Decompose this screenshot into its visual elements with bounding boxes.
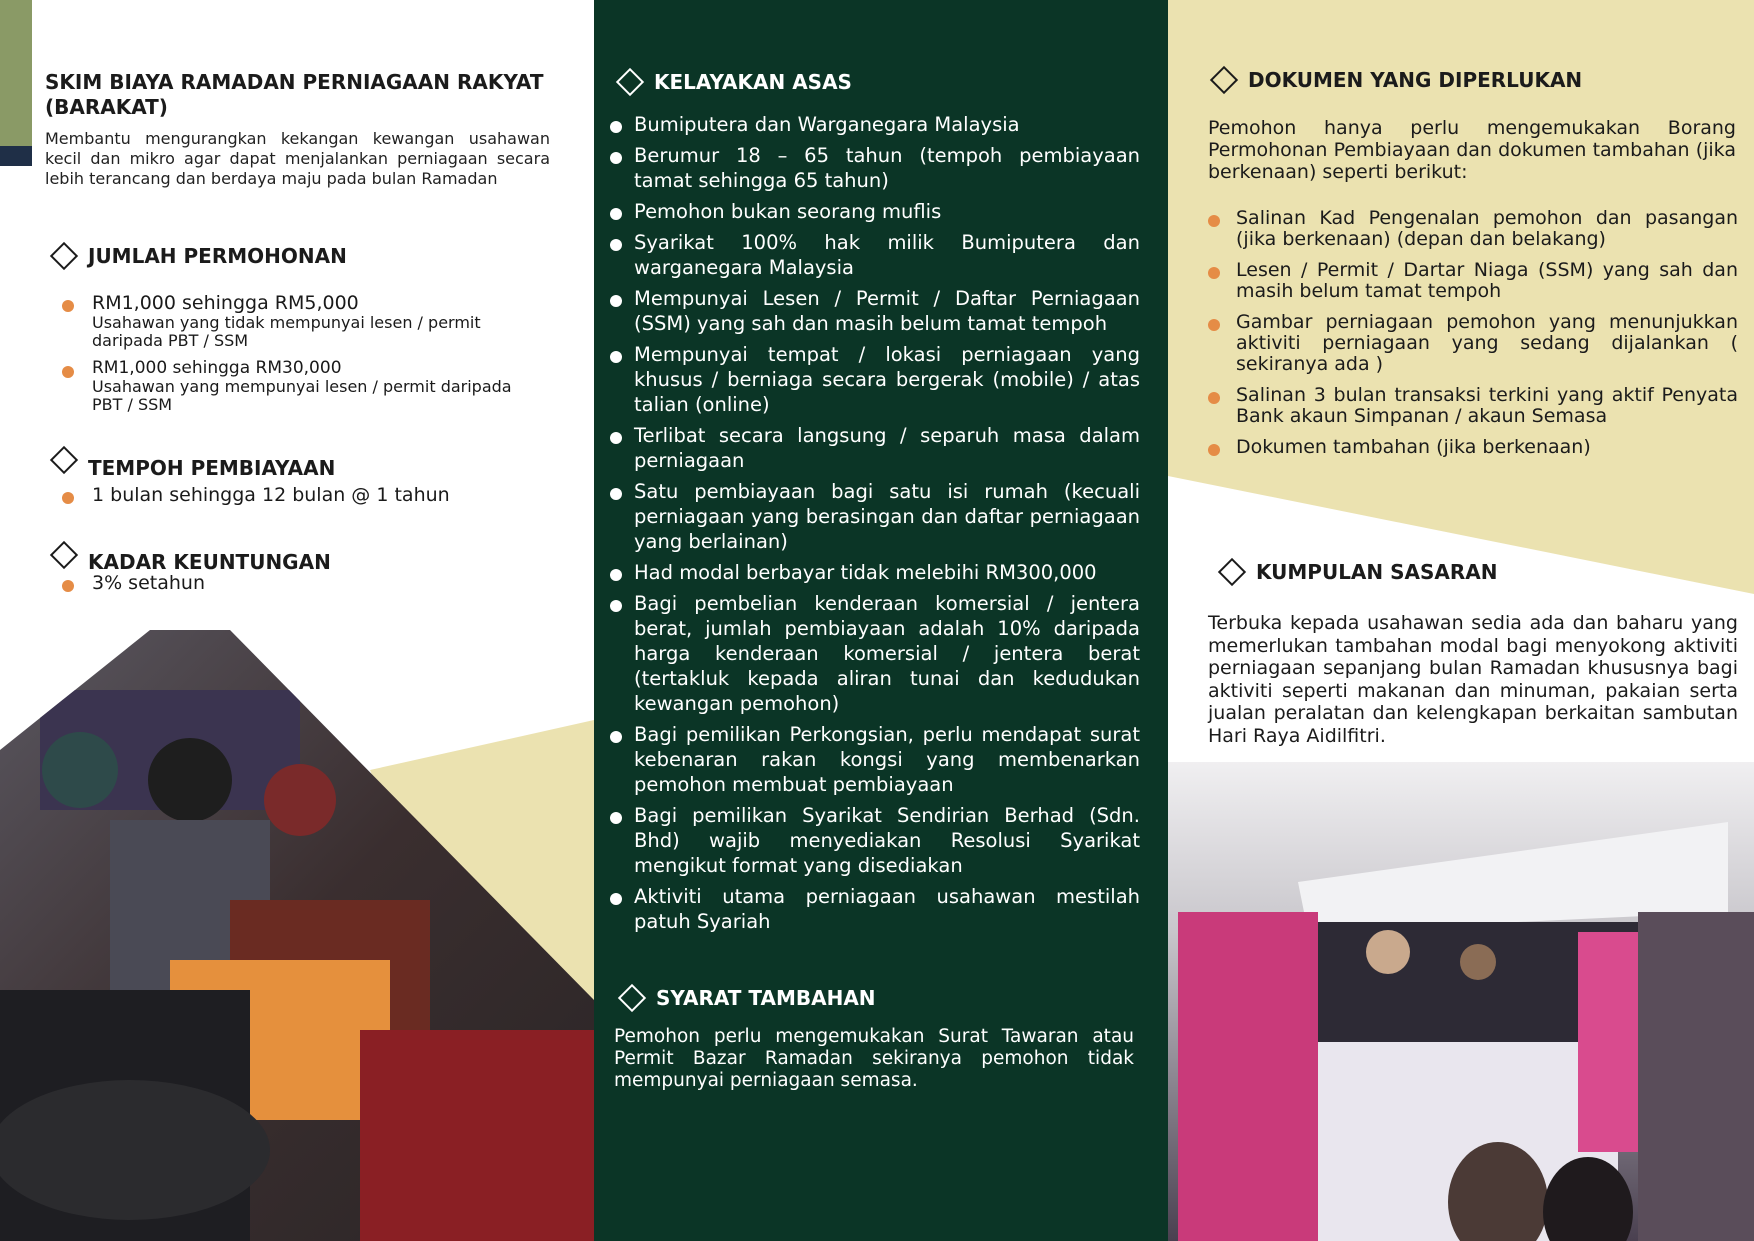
list-item: Bumiputera dan Warganegara Malaysia <box>610 112 1140 137</box>
diamond-icon <box>1218 558 1246 586</box>
dokumen-heading <box>1208 68 1582 92</box>
food-truck-photo <box>1168 762 1754 1241</box>
kumpulan-heading-label: KUMPULAN SASARAN <box>1256 560 1498 584</box>
list-item: Dokumen tambahan (jika berkenaan) <box>1208 437 1738 458</box>
list-item: Gambar perniagaan pemohon yang menunjukkan aktiviti perniagaan yang sedang dijalankan ( sekiranya ada ) <box>1208 312 1738 375</box>
syarat-heading <box>616 986 876 1010</box>
kadar-heading-label: KADAR KEUNTUNGAN <box>88 550 331 574</box>
list-item: Mempunyai Lesen / Permit / Daftar Perniagaan (SSM) yang sah dan masih belum tamat tempoh <box>610 286 1140 336</box>
list-item: Had modal berbayar tidak melebihi RM300,000 <box>610 560 1140 585</box>
olive-accent-strip <box>0 0 32 146</box>
diamond-icon <box>50 446 78 474</box>
tempoh-heading-label: TEMPOH PEMBIAYAAN <box>88 456 336 480</box>
list-item: Bagi pemilikan Perkongsian, perlu mendapat surat kebenaran rakan kongsi yang membenarkan pemohon membuat pembiayaan <box>610 722 1140 797</box>
diamond-icon <box>1210 66 1238 94</box>
amount-range: RM1,000 sehingga RM30,000 <box>92 358 342 378</box>
list-item: Lesen / Permit / Dartar Niaga (SSM) yang sah dan masih belum tamat tempoh <box>1208 260 1738 302</box>
list-item: Salinan 3 bulan transaksi terkini yang aktif Penyata Bank akaun Simpanan / akaun Semasa <box>1208 385 1738 427</box>
right-panel <box>1168 0 1754 1241</box>
kumpulan-heading <box>1216 560 1498 584</box>
dokumen-intro: Pemohon hanya perlu mengemukakan Borang Permohonan Pembiayaan dan dokumen tambahan (jika berkenaan) seperti berikut: <box>1208 117 1736 183</box>
tempoh-heading <box>48 440 335 480</box>
list-item: 3% setahun <box>60 572 540 594</box>
diamond-icon <box>50 541 78 569</box>
list-item <box>60 358 540 414</box>
list-item: Terlibat secara langsung / separuh masa dalam perniagaan <box>610 423 1140 473</box>
list-item <box>60 292 540 350</box>
amount-note: Usahawan yang mempunyai lesen / permit daripada PBT / SSM <box>92 377 512 414</box>
jumlah-heading-label: JUMLAH PERMOHONAN <box>88 244 347 268</box>
list-item: 1 bulan sehingga 12 bulan @ 1 tahun <box>60 484 540 506</box>
kelayakan-heading <box>614 70 852 94</box>
jumlah-list <box>60 292 540 414</box>
kadar-list <box>60 572 540 594</box>
dokumen-heading-label: DOKUMEN YANG DIPERLUKAN <box>1248 68 1583 92</box>
kelayakan-heading-label: KELAYAKAN ASAS <box>654 70 852 94</box>
list-item: Bagi pemilikan Syarikat Sendirian Berhad (Sdn. Bhd) wajib menyediakan Resolusi Syarikat mengikut format yang disediakan <box>610 803 1140 878</box>
list-item: Satu pembiayaan bagi satu isi rumah (kecuali perniagaan yang berasingan dan daftar perniagaan yang berlainan) <box>610 479 1140 554</box>
list-item: Pemohon bukan seorang muflis <box>610 199 1140 224</box>
diamond-icon <box>618 984 646 1012</box>
diamond-icon <box>616 68 644 96</box>
list-item: Syarikat 100% hak milik Bumiputera dan warganegara Malaysia <box>610 230 1140 280</box>
jumlah-heading <box>48 244 347 268</box>
kumpulan-text: Terbuka kepada usahawan sedia ada dan baharu yang memerlukan tambahan modal bagi menyokong aktiviti perniagaan sepanjang bulan Ramadan khususnya bagi aktiviti seperti makanan dan minuman, pakaian serta jualan peralatan dan kelengkapan berkaitan sambutan Hari Raya Aidilfitri. <box>1208 612 1738 747</box>
syarat-heading-label: SYARAT TAMBAHAN <box>656 986 876 1010</box>
list-item: Berumur 18 – 65 tahun (tempoh pembiayaan tamat sehingga 65 tahun) <box>610 143 1140 193</box>
amount-note: Usahawan yang tidak mempunyai lesen / permit daripada PBT / SSM <box>92 313 481 350</box>
bazaar-crowd-photo <box>0 630 594 1241</box>
list-item: Salinan Kad Pengenalan pemohon dan pasangan (jika berkenaan) (depan dan belakang) <box>1208 208 1738 250</box>
middle-panel <box>594 0 1168 1241</box>
diamond-icon <box>50 242 78 270</box>
left-panel <box>0 0 594 1241</box>
kadar-heading <box>48 536 331 574</box>
list-item: Aktiviti utama perniagaan usahawan mestilah patuh Syariah <box>610 884 1140 934</box>
scheme-title: SKIM BIAYA RAMADAN PERNIAGAAN RAKYAT (BARAKAT) <box>45 70 544 119</box>
dokumen-list <box>1208 208 1738 468</box>
scheme-intro: Membantu mengurangkan kekangan kewangan usahawan kecil dan mikro agar dapat menjalankan perniagaan secara lebih terancang dan berdaya maju pada bulan Ramadan <box>45 129 550 188</box>
navy-accent-strip <box>0 146 32 166</box>
tempoh-list <box>60 484 540 506</box>
syarat-text: Pemohon perlu mengemukakan Surat Tawaran atau Permit Bazar Ramadan sekiranya pemohon tidak mempunyai perniagaan semasa. <box>614 1026 1134 1091</box>
list-item: Mempunyai tempat / lokasi perniagaan yang khusus / berniaga secara bergerak (mobile) / atas talian (online) <box>610 342 1140 417</box>
kelayakan-list <box>610 112 1140 940</box>
amount-range: RM1,000 sehingga RM5,000 <box>92 292 359 314</box>
list-item: Bagi pembelian kenderaan komersial / jentera berat, jumlah pembiayaan adalah 10% daripada harga kenderaan komersial / jentera berat (tertakluk kepada aliran tunai dan kedudukan kewangan pemohon) <box>610 591 1140 716</box>
